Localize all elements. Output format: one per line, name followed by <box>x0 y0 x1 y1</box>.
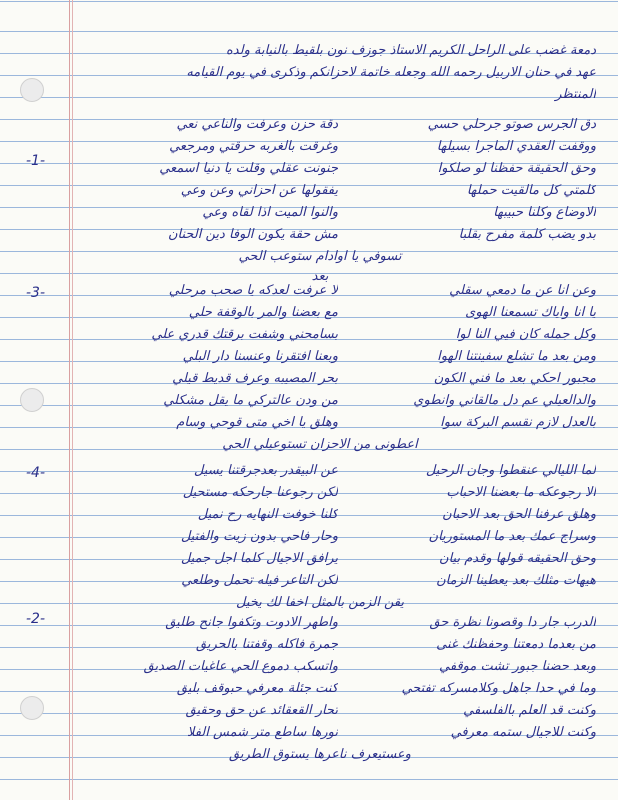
verse-left: والنوا الميت اذا لقاه وعي <box>202 205 338 220</box>
verse-left: وحار فاحي بدون زيت والفتيل <box>180 529 338 544</box>
verse-left: لا عرفت لعدكه يا صحب مرحلي <box>168 283 338 298</box>
punch-hole <box>20 388 44 412</box>
verse-right: ومن بعد ما تشلع سفينتنا الهوا <box>437 349 596 364</box>
verse-left: بحر المصيبه وعرف قديط قيلي <box>172 371 338 386</box>
verse-right: الا رجوعكه ما بعضنا الاحباب <box>446 485 596 500</box>
verse-left: من ودن عالتركي ما يقل مشكلي <box>163 393 338 408</box>
verse-left: عن البيقدر بعدجرقتنا يسيل <box>193 463 338 478</box>
verse-left: لكن رجوعنا جارحكه مستحيل <box>182 485 338 500</box>
verse-right: الاوضاع وكلنا حبيبها <box>493 205 596 220</box>
verse-right: وعن انا عن ما دمعي سقلي <box>449 283 596 298</box>
verse-left: يرافق الاجيال كلما اجل جميل <box>180 551 338 566</box>
verse-right: لما الليالي عنقطوا وجان الرحيل <box>425 463 596 478</box>
verse-left: نورها ساطع متر شمس الفلا <box>186 725 338 740</box>
verse-left: واتسكب دموع الحي عاغيات الصديق <box>143 659 338 674</box>
verse-left: لكن التاعر فيله تحمل وطلعي <box>181 573 338 588</box>
verse-right: وبعد حضنا جبور تشت موقفي <box>439 659 596 674</box>
stanza-closing-line: اعطونى من الاحزان تستوعيلي الحي <box>222 437 418 452</box>
verse-right: وكنت قد العلم بالفلسفي <box>463 703 596 718</box>
verse-right: مجبور احكي بعد ما فني الكون <box>433 371 596 386</box>
intro-line: المنتظر <box>555 87 596 102</box>
verse-right: يا انا واياك تسمعنا الهوى <box>465 305 596 320</box>
stanza-heading: بعد <box>311 269 329 284</box>
margin-line <box>72 0 73 800</box>
verse-right: ووقفت العقدي الماجرا بسيلها <box>436 139 596 154</box>
verse-left: بسامحني وشفت برقتك قدري علي <box>151 327 338 342</box>
verse-left: مع بعضنا والمر بالوقفة حلي <box>188 305 338 320</box>
stanza-closing-line: وعستيعرف ناعرها يستوق الطريق <box>229 747 411 762</box>
punch-hole <box>20 78 44 102</box>
section-marker: -1- <box>26 153 46 169</box>
verse-left: واطهر الادوت وتكفوا جانح طليق <box>165 615 338 630</box>
verse-left: وبعنا افتقرنا وعنسنا دار البلي <box>182 349 338 364</box>
verse-right: وحق الحقيقه قولها وقدم بيان <box>439 551 596 566</box>
verse-left: وغرقت بالغربه حرقتي ومرجعي <box>169 139 338 154</box>
verse-right: وكنت للاجيال ستمه معرفي <box>450 725 596 740</box>
verse-right: والدالعيلي عم دل مالقاني وانطوي <box>413 393 596 408</box>
section-marker: -2- <box>26 611 46 627</box>
verse-left: كلنا خوفت النهايه رح نميل <box>197 507 338 522</box>
verse-left: وهلق يا اخي متى قوحي وسام <box>176 415 338 430</box>
punch-hole <box>20 696 44 720</box>
verse-right: من بعدما دمعتنا وحفظنك غنى <box>436 637 596 652</box>
verse-right: هيهات مثلك بعد يعطينا الزمان <box>436 573 596 588</box>
verse-left: دقة حزن وعرفت والناعي نعي <box>176 117 338 132</box>
verse-left: يفقولها عن احزاني وعن وعي <box>180 183 338 198</box>
verse-right: وما في حدا جاهل وكلامسركه تفتحي <box>401 681 596 696</box>
intro-line: دمعة غضب على الراحل الكريم الاستاذ جوزف نون بلقيط بالنيابة ولده <box>225 43 596 58</box>
verse-right: وسراج عمك بعد ما المستوريان <box>428 529 596 544</box>
section-marker: -3- <box>26 285 46 301</box>
verse-right: دق الجرس صوتو جرحلي حسي <box>427 117 596 132</box>
verse-right: كلمتي كل مالقيت حملها <box>466 183 596 198</box>
verse-right: وكل جمله كان فيي النا لوا <box>455 327 596 342</box>
verse-left: مش حقة يكون الوفا دين الحنان <box>167 227 338 242</box>
stanza-closing-line: تسوفي يا اوادام ستوعب الحي <box>238 249 402 264</box>
verse-left: كنت جئلة معرفي حبوقف بليق <box>176 681 338 696</box>
verse-right: بدو يضب كلمة مفرح بقلبا <box>458 227 596 242</box>
verse-right: بالعدل لازم نقسم البركة سوا <box>440 415 596 430</box>
verse-right: وهلق عرفنا الحق بعد الاحبان <box>442 507 596 522</box>
margin-line <box>69 0 70 800</box>
verse-left: جنونت عقلي وقلت يا دنيا اسمعي <box>159 161 338 176</box>
verse-left: جمرة فاكله وقفتنا بالحريق <box>195 637 338 652</box>
section-marker: -4- <box>26 465 46 481</box>
verse-right: وحق الحقيقة حفظنا لو صلكوا <box>437 161 596 176</box>
verse-left: تحار القعقائد عن حق وحقيق <box>185 703 338 718</box>
verse-right: الدرب جار دا وقصونا نظرة حق <box>429 615 596 630</box>
stanza-closing-line: يقن الزمن بالمثل اخفا لك يخيل <box>235 595 405 610</box>
intro-line: عهد في حنان الاربيل رحمه الله وجعله خاتمة لاحزانكم وذكرى في يوم القيامه <box>186 65 596 80</box>
